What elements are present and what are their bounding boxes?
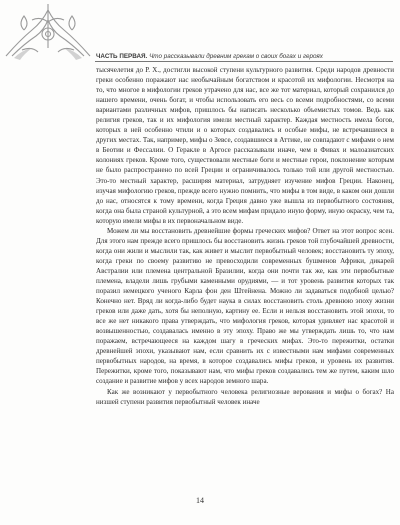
paragraph: Как же возникают у первобытного человека религиозные верования и мифы о богах? На низшей ступени развития первобытный человек иначе	[96, 387, 394, 406]
running-header	[96, 53, 394, 60]
page-number: 14	[196, 496, 204, 505]
header-divider	[95, 61, 393, 62]
paragraph: Можем ли мы восстановить древнейшие формы греческих мифов? Ответ на этот вопрос ясен. Для этого нам прежде всего пришлось бы восстановить жизнь греков той глубочайшей древности, когда они жили и мыслили так, как живет и мыслит первобытный человек; восстановить ту эпоху, когда греки по своему развитию не превосходили современных бушменов Африки, дикарей Австралии или племена центральной Бразилии, когда они почти так же, как эти первобытные племена, владели лишь грубыми каменными орудиями, — и тот уровень развития которых так поразил немецкого ученого Карла фон ден Штейнена. Можно ли задаваться подобной целью? Конечно нет. Вряд ли когда-либо будет наука в силах восстановить столь древнюю эпоху жизни греков или даже дать, хотя бы неполную, картину ее. Если и нельзя восстановить этой эпохи, то все же нет никакого права утверждать, что мифология греков, которая удивляет нас красотой и возвышенностью, создавалась именно в эту эпоху. Право же мы утверждать лишь то, что нам поражаем, встречающееся на каждом шагу в греческих мифах. Это-то пережитки, остатки древнейшей эпохи, указывают нам, если сравнить их с известными нам мифами современных первобытных народов, на время, в которое создавались мифы греков, и уровень их развития. Пережитки, кроме того, показывают нам, что мифы греков создавались тем же путем, каким шло создание и развитие мифов у всех народов земного шара.	[96, 226, 394, 386]
paragraph: тысячелетия до Р. Х., достигли высокой ступени культурного развития. Среди народов древности греки особенно поражают нас необычайным богатством и красотой их мифологии. Несмотря на то, что многое в мифологии греков утрачено для нас, все же тот материал, который сохранился до нашего времени, очень богат, и чтобы использовать его весь со всеми подробностями, со всеми вариантами различных мифов, пришлось бы написать несколько объемистых томов. Ведь как религия греков, так и их мифология имели местный характер. Каждая местность имела богов, которых в ней особенно чтили и о которых создавались и особые мифы, не встречавшиеся в других местах. Так, например, мифы о Зевсе, создавшиеся в Аттике, не совпадают с мифами о нем в Беотии и Фессалии. О Геракле в Аргосе рассказывали иначе, чем в Фивах и малоазиатских колониях греков. Кроме того, существовали местные боги и местные герои, поклонение которым не было распространено по всей Греции и ограничивалось только той или другой местностью. Это-то местный характер, расширяя материал, затрудняет изучение мифов Греции. Наконец, изучая мифологию греков, прежде всего нужно помнить, что мифы в том виде, в каком они дошли до нас, относятся к тому времени, когда Греция давно уже вышла из первобытного состояния, когда она была страной культурной, а это всем мифам придало иную форму, иную окраску, чем та, которую имели мифы в их первоначальном виде.	[96, 66, 394, 225]
ornament-corner-decoration	[2, 0, 94, 60]
header-part-label: ЧАСТЬ ПЕРВАЯ.	[96, 53, 148, 60]
header-chapter-title: Что рассказывали древним грекам о своих богах и героях	[149, 53, 323, 60]
body-text	[96, 65, 394, 407]
